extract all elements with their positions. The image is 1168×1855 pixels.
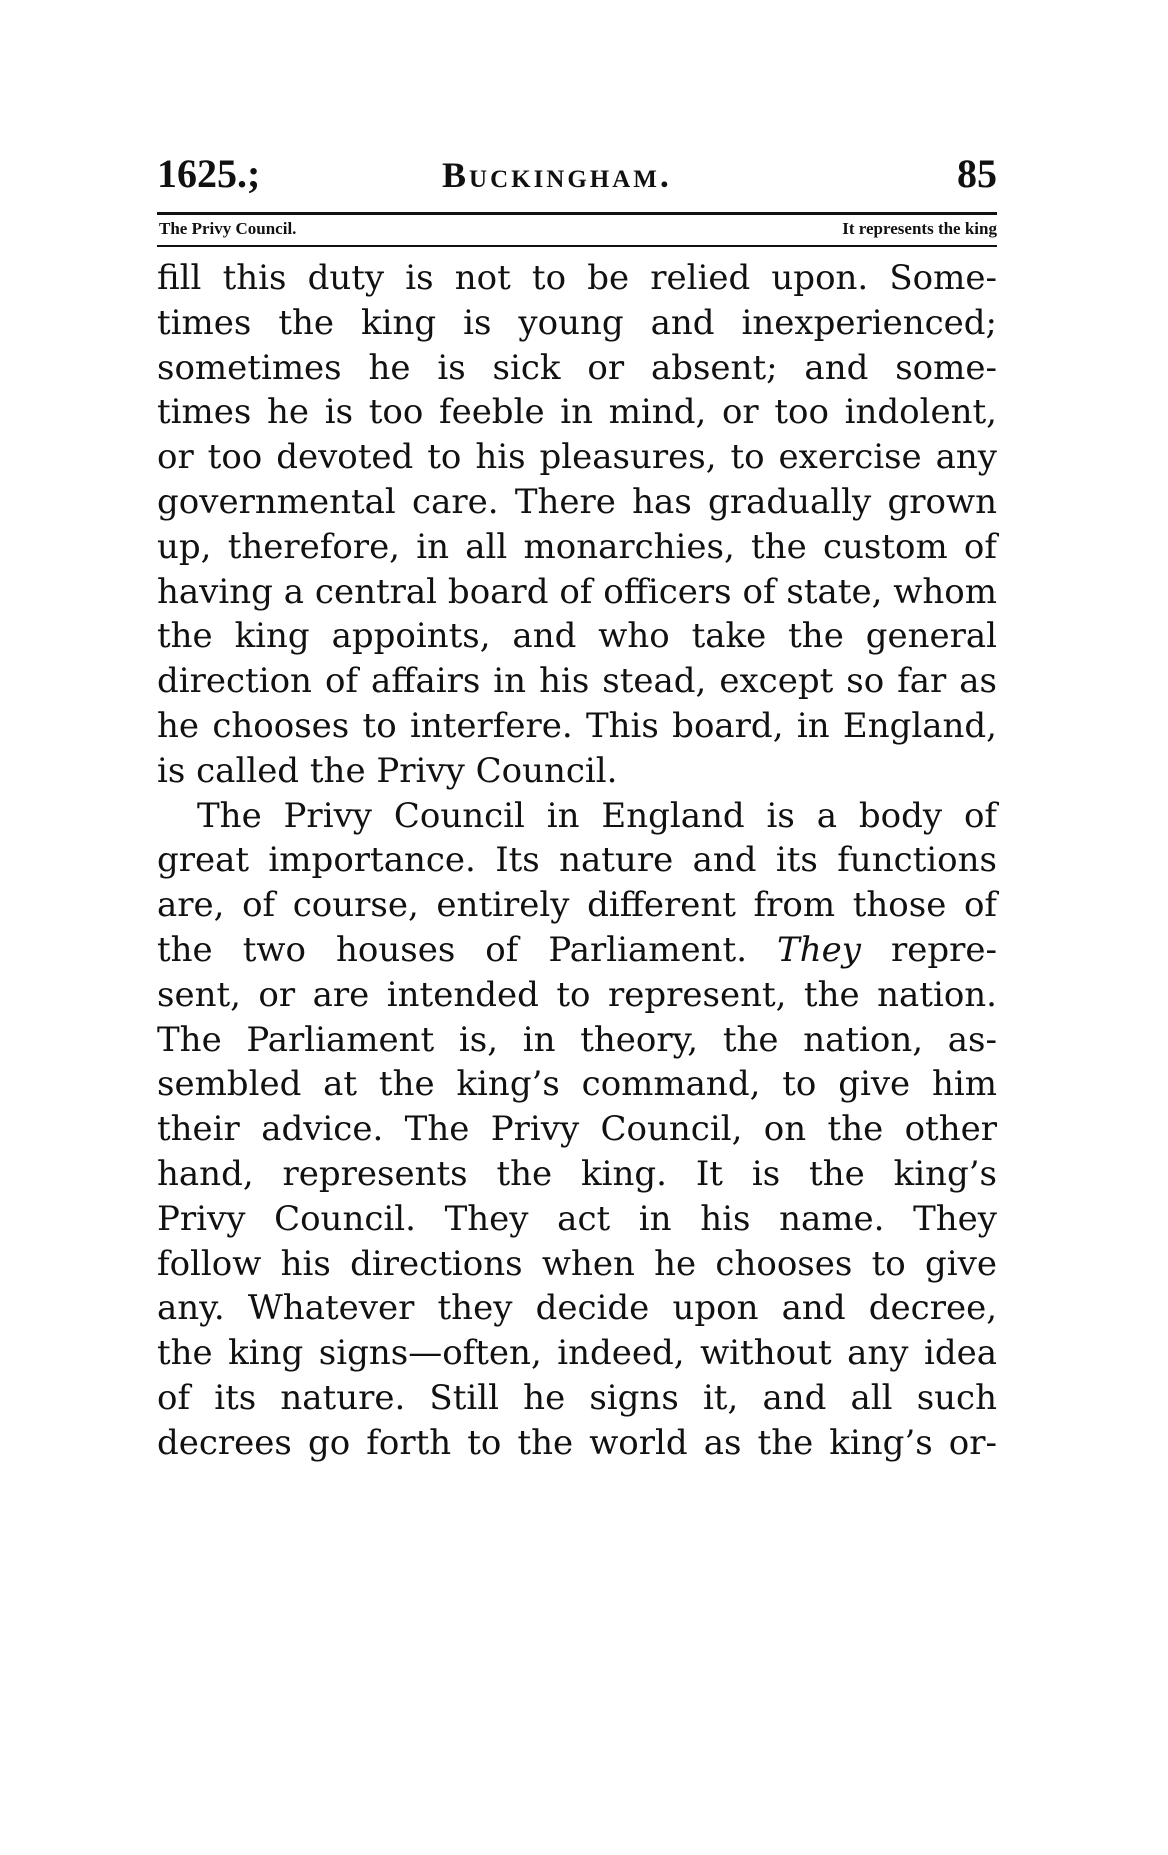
marginal-note-right: It represents the king — [842, 219, 997, 238]
text-segment: the two houses of Parliament. — [157, 929, 778, 970]
text-line: hand, represents the king. It is the king’s — [157, 1153, 997, 1194]
running-head — [157, 150, 997, 212]
text-line: of its nature. Still he signs it, and all such — [157, 1377, 997, 1418]
text-line: sent, or are intended to represent, the nation. — [157, 974, 997, 1015]
running-head-title: Buckingham. — [442, 155, 672, 195]
page-number: 85 — [957, 151, 997, 196]
text-line: The Privy Council in England is a body of — [197, 795, 997, 836]
text-line: are, of course, entirely different from those of — [157, 885, 997, 926]
text-line: the king signs—often, indeed, without any idea — [157, 1333, 997, 1374]
text-line: up, therefore, in all monarchies, the custom of — [157, 526, 997, 567]
text-line: sometimes he is sick or absent; and some- — [157, 347, 997, 388]
marginal-notes — [157, 215, 997, 245]
book-page — [157, 150, 997, 1466]
text-line: follow his directions when he chooses to give — [157, 1243, 997, 1284]
text-line: sembled at the king’s command, to give him — [157, 1064, 997, 1105]
text-line: he chooses to interfere. This board, in England, — [157, 705, 997, 746]
running-head-year: 1625.; — [157, 151, 261, 196]
text-line: fill this duty is not to be relied upon. Some- — [157, 258, 997, 298]
text-line: having a central board of officers of state, whom — [157, 571, 997, 612]
text-line: governmental care. There has gradually grown — [157, 481, 997, 522]
text-line: decrees go forth to the world as the king’s or- — [157, 1422, 997, 1463]
text-line: Privy Council. They act in his name. They — [157, 1198, 997, 1239]
text-line: any. Whatever they decide upon and decree, — [157, 1288, 997, 1329]
text-line: great importance. Its nature and its functions — [157, 840, 997, 881]
text-line: is called the Privy Council. — [157, 750, 618, 791]
text-line: direction of affairs in his stead, except so far as — [157, 661, 997, 702]
text-line: or too devoted to his pleasures, to exercise any — [157, 437, 997, 478]
text-line: times he is too feeble in mind, or too indolent, — [157, 392, 997, 433]
text-line: The Parliament is, in theory, the nation, as- — [157, 1019, 997, 1060]
text-segment: repre- — [860, 929, 997, 970]
text-line: the king appoints, and who take the general — [157, 616, 997, 657]
marginal-rule — [157, 245, 997, 247]
italic-word: They — [777, 929, 861, 970]
body-text — [157, 256, 997, 1466]
text-line-italic-mixed — [157, 928, 997, 973]
text-line: their advice. The Privy Council, on the other — [157, 1109, 997, 1150]
marginal-note-left: The Privy Council. — [159, 219, 297, 238]
text-line: times the king is young and inexperienced; — [157, 302, 997, 343]
